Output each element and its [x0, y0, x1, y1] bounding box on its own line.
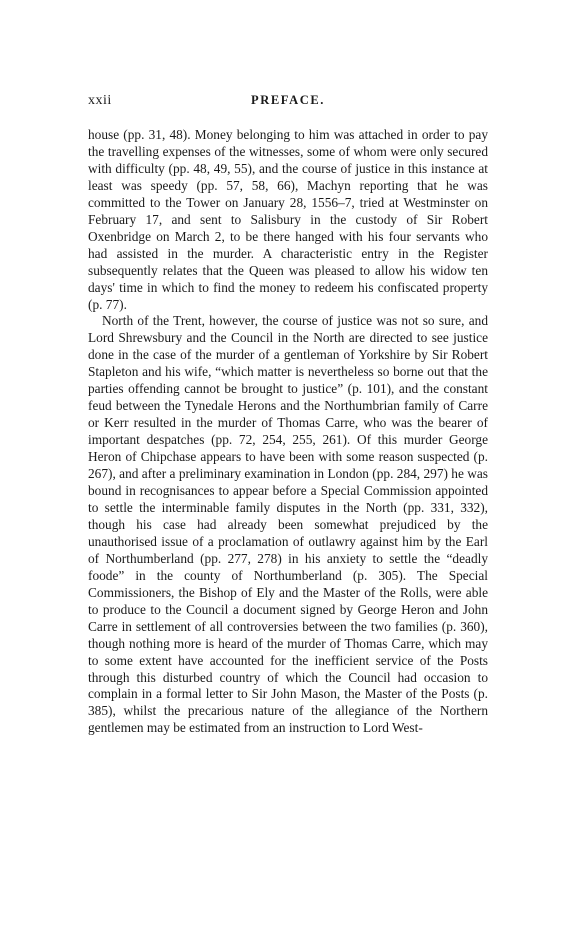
page-header [88, 93, 488, 111]
watermark: ​ [531, 265, 546, 275]
body-text [88, 127, 488, 737]
paragraph: house (pp. 31, 48). Money belonging to him was attached in order to pay the travelling expenses of the witnesses, some of whom were only secured with difficulty (pp. 48, 49, 55), and the course of justice in this instance at least was speedy (pp. 57, 58, 66), Machyn reporting that he was committed to the Tower on January 28, 1556–7, tried at Westminster on February 17, and sent to Salisbury in the custody of Sir Robert Oxenbridge on March 2, to be there hanged with his four servants who had assisted in the murder. A characteristic entry in the Register subsequently relates that the Queen was pleased to allow his widow ten days' time in which to find the money to redeem his confiscated property (p. 77). [88, 127, 488, 312]
running-head: PREFACE. [250, 93, 326, 107]
page-number: xxii [88, 93, 112, 108]
watermark: ​ [6, 770, 21, 780]
paragraph: North of the Trent, however, the course of justice was not so sure, and Lord Shrewsbury and the Council in the North are directed to see justice done in the case of the murder of a gentleman of Yorkshire by Sir Robert Stapleton and his wife, “which matter is nevertheless so borne out that the parties offending cannot be brought to justice” (p. 101), and the constant feud between the Tynedale Herons and the Northumbrian family of Carre or Kerr resulted in the murder of Thomas Carre, who was the bearer of important despatches (pp. 72, 254, 255, 261). Of this murder George Heron of Chipchase appears to have been with some reason suspected (p. 267), and after a preliminary examination in London (pp. 284, 297) he was bound in recognisances to appear before a Special Commission appointed to settle the interminable family disputes in the North (pp. 331, 332), though his case had already been somewhat prejudiced by the unauthorised issue of a proclamation of outlawry against him by the Earl of Northumberland (pp. 277, 278) in his anxiety to settle the “deadly foode” in the county of Northumberland (p. 305). The Special Commissioners, the Bishop of Ely and the Master of the Rolls, were able to produce to the Council a document signed by George Heron and John Carre in settlement of all controversies between the two families (p. 360), though nothing more is heard of the murder of Thomas Carre, which may to some extent have accounted for the inefficient service of the Posts through this disturbed country of which the Council had occasion to complain in a formal letter to Sir John Mason, the Master of the Posts (p. 385), whilst the precarious nature of the allegiance of the Northern gentlemen may be estimated from an instruction to Lord West- [88, 313, 488, 736]
